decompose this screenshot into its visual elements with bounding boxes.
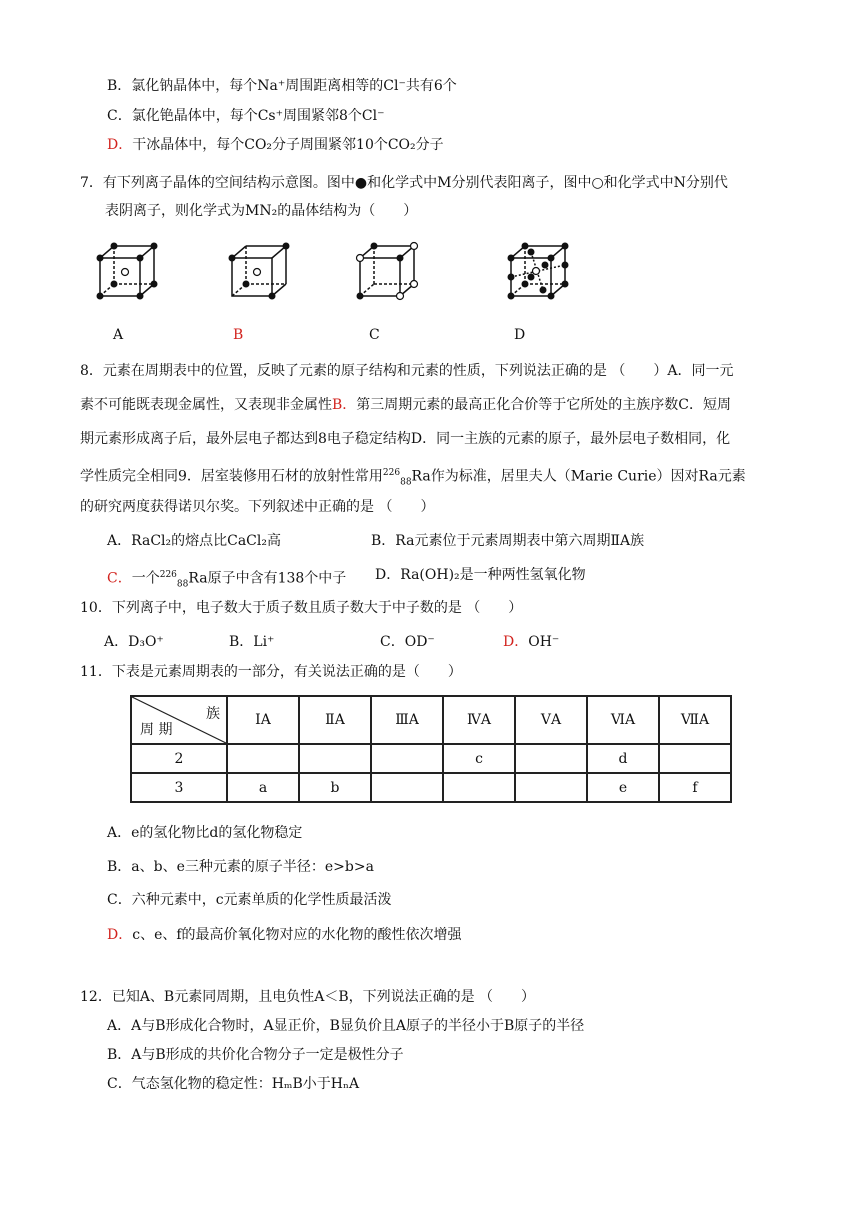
q8-line1: 8．元素在周期表中的位置，反映了元素的原子结构和元素的性质，下列说法正确的是 （ ）A．同一元 [80,363,734,379]
q11-option-d: D．c、e、f的最高价氧化物对应的水化物的酸性依次增强 [107,927,462,943]
crystal-label-a: A [113,327,124,343]
crystal-label-b: B [233,327,244,343]
q8-line3: 期元素形成离子后，最外层电子都达到8电子稳定结构D．同一主族的元素的原子，最外层电子数相同，化 [80,431,731,447]
q9-option-b: B．Ra元素位于元素周期表中第六周期ⅡA族 [371,533,645,549]
element-cell [515,744,587,773]
corner-label-period: 周 期 [140,722,173,738]
element-cell [299,744,371,773]
element-cell: a [227,773,299,802]
element-cell: f [659,773,731,802]
q12-option-a: A．A与B形成化合物时，A显正价，B显负价且A原子的半径小于B原子的半径 [107,1018,585,1034]
q7-stem-line1: 7．有下列离子晶体的空间结构示意图。图中●和化学式中M分别代表阳离子，图中○和化学式中N分别代 [80,175,728,191]
q9-option-a: A．RaCl₂的熔点比CaCl₂高 [107,533,281,549]
q11-option-b: B．a、b、e三种元素的原子半径：e>b>a [107,859,374,875]
period-cell: 2 [131,744,227,773]
q6-option-c: C．氯化铯晶体中，每个Cs⁺周围紧邻8个Cl⁻ [107,108,385,124]
group-header: ⅡA [299,696,371,744]
table-row [131,773,731,802]
element-cell [371,744,443,773]
corner-label-group: 族 [206,706,220,722]
answer-mark: D． [107,927,133,943]
element-cell [515,773,587,802]
answer-mark: D． [107,137,133,153]
crystal-structure-a [92,240,167,305]
q10-stem: 10．下列离子中，电子数大于质子数且质子数大于中子数的是 （ ） [80,600,523,616]
crystal-structure-d [503,240,578,305]
q12-option-c: C．气态氢化物的稳定性：HₘB小于HₙA [107,1076,360,1092]
q9-option-c: C．一个$^{226}_{88}$Ra原子中含有138个中子 [107,570,347,590]
crystal-label-d: D [514,327,526,343]
q11-option-a: A．e的氢化物比d的氢化物稳定 [107,825,303,841]
crystal-structure-b [224,240,299,305]
answer-mark: D． [503,634,529,650]
period-cell: 3 [131,773,227,802]
q9-option-d: D．Ra(OH)₂是一种两性氢氧化物 [375,567,586,583]
group-header: ⅢA [371,696,443,744]
crystal-label-c: C [369,327,380,343]
q11-option-c: C．六种元素中，c元素单质的化学性质最活泼 [107,892,392,908]
crystal-structure-c [352,240,427,305]
q9-line1: 学性质完全相同9．居室装修用石材的放射性常用$^{226}_{88}$Ra作为标准，居里夫人（Marie Curie）因对Ra元素 [80,468,746,488]
q7-stem-line2: 表阴离子，则化学式为MN₂的晶体结构为（ ） [105,203,418,219]
group-header: ⅦA [659,696,731,744]
element-cell [443,773,515,802]
element-cell [371,773,443,802]
group-header: ⅠA [227,696,299,744]
element-cell [659,744,731,773]
element-cell: e [587,773,659,802]
element-cell: c [443,744,515,773]
q11-stem: 11．下表是元素周期表的一部分，有关说法正确的是（ ） [80,664,462,680]
q10-option-c: C．OD⁻ [380,634,435,650]
element-cell: b [299,773,371,802]
periodic-table-excerpt [130,695,732,803]
q9-line2: 的研究两度获得诺贝尔奖。下列叙述中正确的是 （ ） [80,499,435,515]
q12-option-b: B．A与B形成的共价化合物分子一定是极性分子 [107,1047,404,1063]
q6-option-b: B．氯化钠晶体中，每个Na⁺周围距离相等的Cl⁻共有6个 [107,78,457,94]
group-header: ⅣA [443,696,515,744]
answer-mark: C． [107,570,132,587]
q12-stem: 12．已知A、B元素同周期，且电负性A＜B，下列说法正确的是 （ ） [80,989,536,1005]
q10-option-d: D．OH⁻ [503,634,560,650]
element-cell [227,744,299,773]
table-row [131,744,731,773]
q8-line2: 素不可能既表现金属性，又表现非金属性B．第三周期元素的最高正化合价等于它所处的主族序数C．短周 [80,397,732,413]
q10-option-b: B．Li⁺ [229,634,275,650]
group-header: ⅤA [515,696,587,744]
table-corner-cell [131,696,227,744]
group-header: ⅥA [587,696,659,744]
element-cell: d [587,744,659,773]
q10-option-a: A．D₃O⁺ [104,634,164,650]
answer-mark: B． [332,397,357,413]
q6-option-d: D．干冰晶体中，每个CO₂分子周围紧邻10个CO₂分子 [107,137,444,153]
